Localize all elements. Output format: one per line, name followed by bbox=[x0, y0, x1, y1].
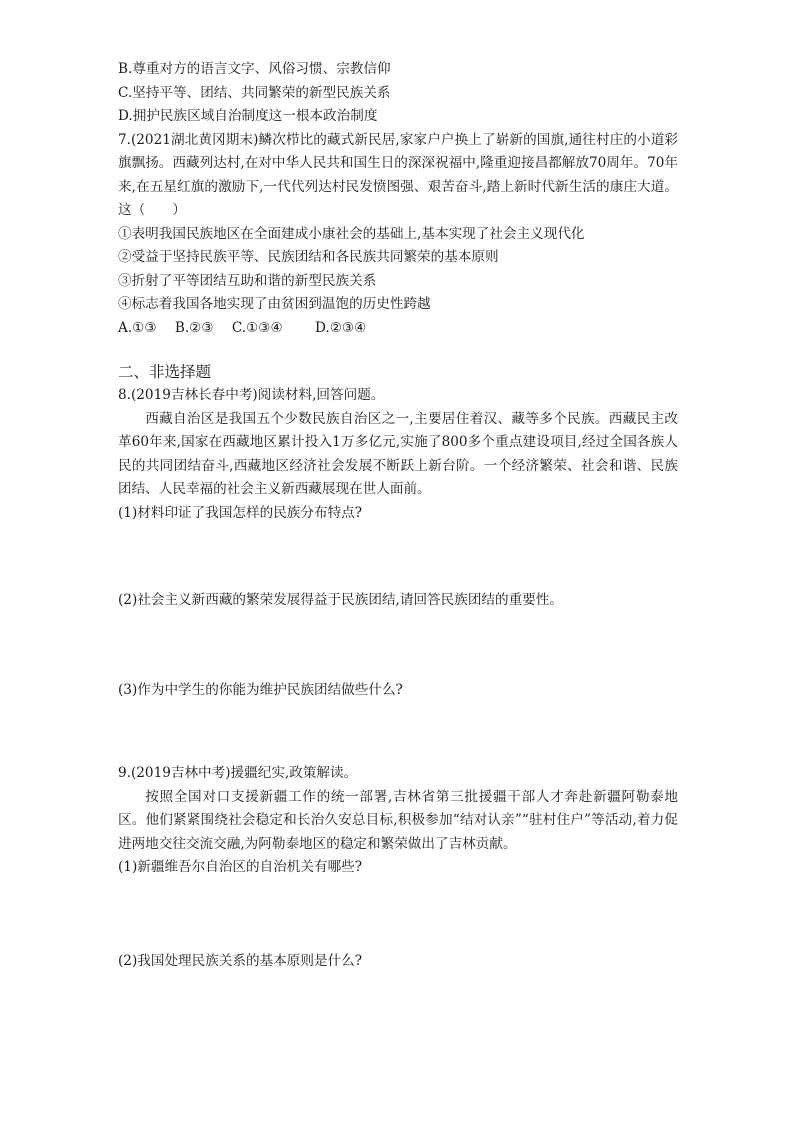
q7-answer-paren: （ ） bbox=[131, 202, 186, 218]
q7-option-d: D.②③④ bbox=[315, 319, 367, 336]
q7-item-1: ①表明我国民族地区在全面建成小康社会的基础上,基本实现了社会主义现代化 bbox=[118, 225, 585, 242]
q6-option-d: D.拥护民族区域自治制度这一根本政治制度 bbox=[118, 108, 378, 124]
section-title-nonchoice: 二、非选择题 bbox=[118, 363, 212, 381]
q8-material: 西藏自治区是我国五个少数民族自治区之一,主要居住着汉、藏等多个民族。西藏民主改革60年来,国家在西藏地区累计投入1万多亿元,实施了800多个重点建设项目,经过全国各族人民的共同团结奋斗,西藏地区经济社会发展不断跃上新台阶。一个经济繁荣、社会和谐、民族团结、人民幸福的社会主义新西藏展现在世人面前。 bbox=[118, 410, 678, 497]
answer-space bbox=[118, 525, 678, 589]
q9-stem: 9.(2019吉林中考)援疆纪实,政策解读。 bbox=[118, 765, 358, 781]
q7-option-a: A.①③ bbox=[118, 319, 157, 336]
q9-sub-1: (1)新疆维吾尔自治区的自治机关有哪些? bbox=[118, 859, 363, 875]
q6-option-c: C.坚持平等、团结、共同繁荣的新型民族关系 bbox=[118, 84, 391, 101]
q6-option-b: B.尊重对方的语言文字、风俗习惯、宗教信仰 bbox=[118, 61, 391, 77]
q7-option-c: C.①③④ bbox=[231, 319, 283, 336]
q8-sub-2: (2)社会主义新西藏的繁荣发展得益于民族团结,请回答民族团结的重要性。 bbox=[118, 592, 563, 608]
q9-material: 按照全国对口支援新疆工作的统一部署,吉林省第三批援疆干部人才奔赴新疆阿勒泰地区。他们紧紧围绕社会稳定和长治久安总目标,积极参加“结对认亲”“驻村住户”等活动,着力促进两地交往交流交融,为阿勒泰地区的稳定和繁荣做出了吉林贡献。 bbox=[118, 788, 678, 852]
q7-options bbox=[118, 317, 678, 341]
q7-item-2: ②受益于坚持民族平等、民族团结和各民族共同繁荣的基本原则 bbox=[118, 249, 499, 265]
answer-space bbox=[118, 880, 678, 950]
q8-stem: 8.(2019吉林长春中考)阅读材料,回答问题。 bbox=[118, 387, 385, 403]
q7-stem-text: 7.(2021湖北黄冈期末)鳞次栉比的藏式新民居,家家户户换上了崭新的国旗,通往村庄的小道彩旗飘扬。西藏列达村,在对中华人民共和国生日的深深祝福中,隆重迎接昌都解放70周年。70年来,在五星红旗的激励下,一代代列达村民发愤图强、艰苦奋斗,踏上新时代新生活的康庄大道。这 bbox=[118, 131, 678, 218]
q9-sub-2: (2)我国处理民族关系的基本原则是什么? bbox=[118, 952, 363, 969]
q7-item-4: ④标志着我国各地实现了由贫困到温饱的历史性跨越 bbox=[118, 296, 431, 312]
q8-sub-3: (3)作为中学生的你能为维护民族团结做些什么? bbox=[118, 681, 403, 698]
q7-option-b: B.②③ bbox=[174, 319, 214, 336]
document-page bbox=[118, 58, 678, 973]
q7-item-3: ③折射了平等团结互助和谐的新型民族关系 bbox=[118, 272, 377, 289]
q7-stem bbox=[118, 129, 678, 223]
q8-sub-1: (1)材料印证了我国怎样的民族分布特点? bbox=[118, 504, 363, 521]
answer-space bbox=[118, 702, 678, 762]
answer-space bbox=[118, 613, 678, 679]
